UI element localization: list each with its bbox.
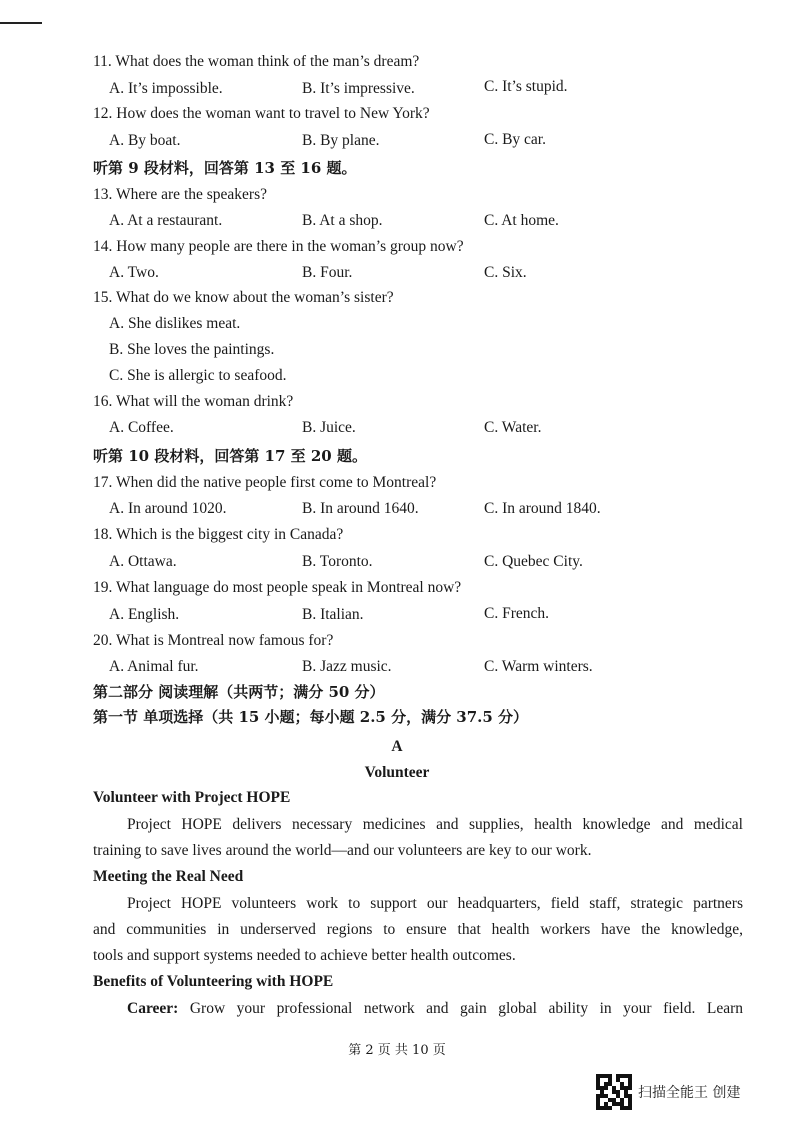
q15-option-a: A. She dislikes meat. xyxy=(109,315,241,332)
question-17: 17. When did the native people first come to Montreal? xyxy=(93,474,437,491)
question-14: 14. How many people are there in the woman’s group now? xyxy=(93,238,464,255)
paragraph-2-line-3: tools and support systems needed to achieve better health outcomes. xyxy=(93,947,516,964)
q11-option-b: B. It’s impressive. xyxy=(302,80,415,97)
q15-option-b: B. She loves the paintings. xyxy=(109,341,275,358)
q16-option-c: C. Water. xyxy=(484,419,542,436)
heading-benefits: Benefits of Volunteering with HOPE xyxy=(93,973,334,990)
paragraph-3-text: Grow your professional network and gain global ability in your field. Learn xyxy=(178,1000,743,1017)
passage-title: Volunteer xyxy=(364,764,430,781)
question-18: 18. Which is the biggest city in Canada? xyxy=(93,526,344,543)
part-2-heading: 第二部分 阅读理解（共两节；满分 50 分） xyxy=(93,683,385,701)
question-16: 16. What will the woman drink? xyxy=(93,393,294,410)
paragraph-2-line-1: Project HOPE volunteers work to support our headquarters, field staff, strategic partners xyxy=(127,895,743,912)
question-15: 15. What do we know about the woman’s sister? xyxy=(93,289,394,306)
heading-meeting-real-need: Meeting the Real Need xyxy=(93,868,244,885)
q15-option-c: C. She is allergic to seafood. xyxy=(109,367,287,384)
question-20: 20. What is Montreal now famous for? xyxy=(93,632,334,649)
q17-option-b: B. In around 1640. xyxy=(302,500,419,517)
scanner-watermark xyxy=(596,1074,740,1110)
q17-option-a: A. In around 1020. xyxy=(109,500,227,517)
q16-option-b: B. Juice. xyxy=(302,419,356,436)
q19-option-b: B. Italian. xyxy=(302,606,364,623)
q20-option-b: B. Jazz music. xyxy=(302,658,392,675)
qr-code-icon xyxy=(596,1074,632,1110)
q14-option-c: C. Six. xyxy=(484,264,527,281)
question-12: 12. How does the woman want to travel to New York? xyxy=(93,105,430,122)
q16-option-a: A. Coffee. xyxy=(109,419,174,436)
paragraph-3-line-1 xyxy=(127,999,743,1019)
scanner-label: 扫描全能王 创建 xyxy=(638,1085,741,1101)
question-11: 11. What does the woman think of the man’s dream? xyxy=(93,53,420,70)
heading-volunteer-with-hope: Volunteer with Project HOPE xyxy=(93,789,291,806)
passage-letter: A xyxy=(391,738,403,755)
career-label: Career: xyxy=(127,1000,179,1017)
paragraph-1-line-1: Project HOPE delivers necessary medicines and supplies, health knowledge and medical xyxy=(127,816,743,833)
section-listen-9: 听第 9 段材料，回答第 13 至 16 题。 xyxy=(93,159,357,177)
page-number: 第 2 页 共 10 页 xyxy=(348,1043,446,1058)
q13-option-b: B. At a shop. xyxy=(302,212,383,229)
corner-mark xyxy=(0,22,42,24)
q12-option-b: B. By plane. xyxy=(302,132,380,149)
section-1-heading: 第一节 单项选择（共 15 小题；每小题 2.5 分，满分 37.5 分） xyxy=(93,708,529,726)
q12-option-c: C. By car. xyxy=(484,131,546,148)
q14-option-b: B. Four. xyxy=(302,264,353,281)
question-19: 19. What language do most people speak in Montreal now? xyxy=(93,579,462,596)
paragraph-1-line-2: training to save lives around the world—and our volunteers are key to our work. xyxy=(93,842,592,859)
q20-option-c: C. Warm winters. xyxy=(484,658,593,675)
q19-option-c: C. French. xyxy=(484,605,550,622)
q11-option-c: C. It’s stupid. xyxy=(484,78,568,95)
section-listen-10: 听第 10 段材料，回答第 17 至 20 题。 xyxy=(93,447,367,465)
q11-option-a: A. It’s impossible. xyxy=(109,80,223,97)
q18-option-c: C. Quebec City. xyxy=(484,553,583,570)
q12-option-a: A. By boat. xyxy=(109,132,181,149)
q13-option-c: C. At home. xyxy=(484,212,559,229)
q13-option-a: A. At a restaurant. xyxy=(109,212,223,229)
q20-option-a: A. Animal fur. xyxy=(109,658,199,675)
paragraph-2-line-2: and communities in underserved regions to ensure that health workers have the knowledge, xyxy=(93,921,743,938)
q18-option-b: B. Toronto. xyxy=(302,553,373,570)
q19-option-a: A. English. xyxy=(109,606,180,623)
q17-option-c: C. In around 1840. xyxy=(484,500,601,517)
question-13: 13. Where are the speakers? xyxy=(93,186,267,203)
q18-option-a: A. Ottawa. xyxy=(109,553,177,570)
q14-option-a: A. Two. xyxy=(109,264,159,281)
